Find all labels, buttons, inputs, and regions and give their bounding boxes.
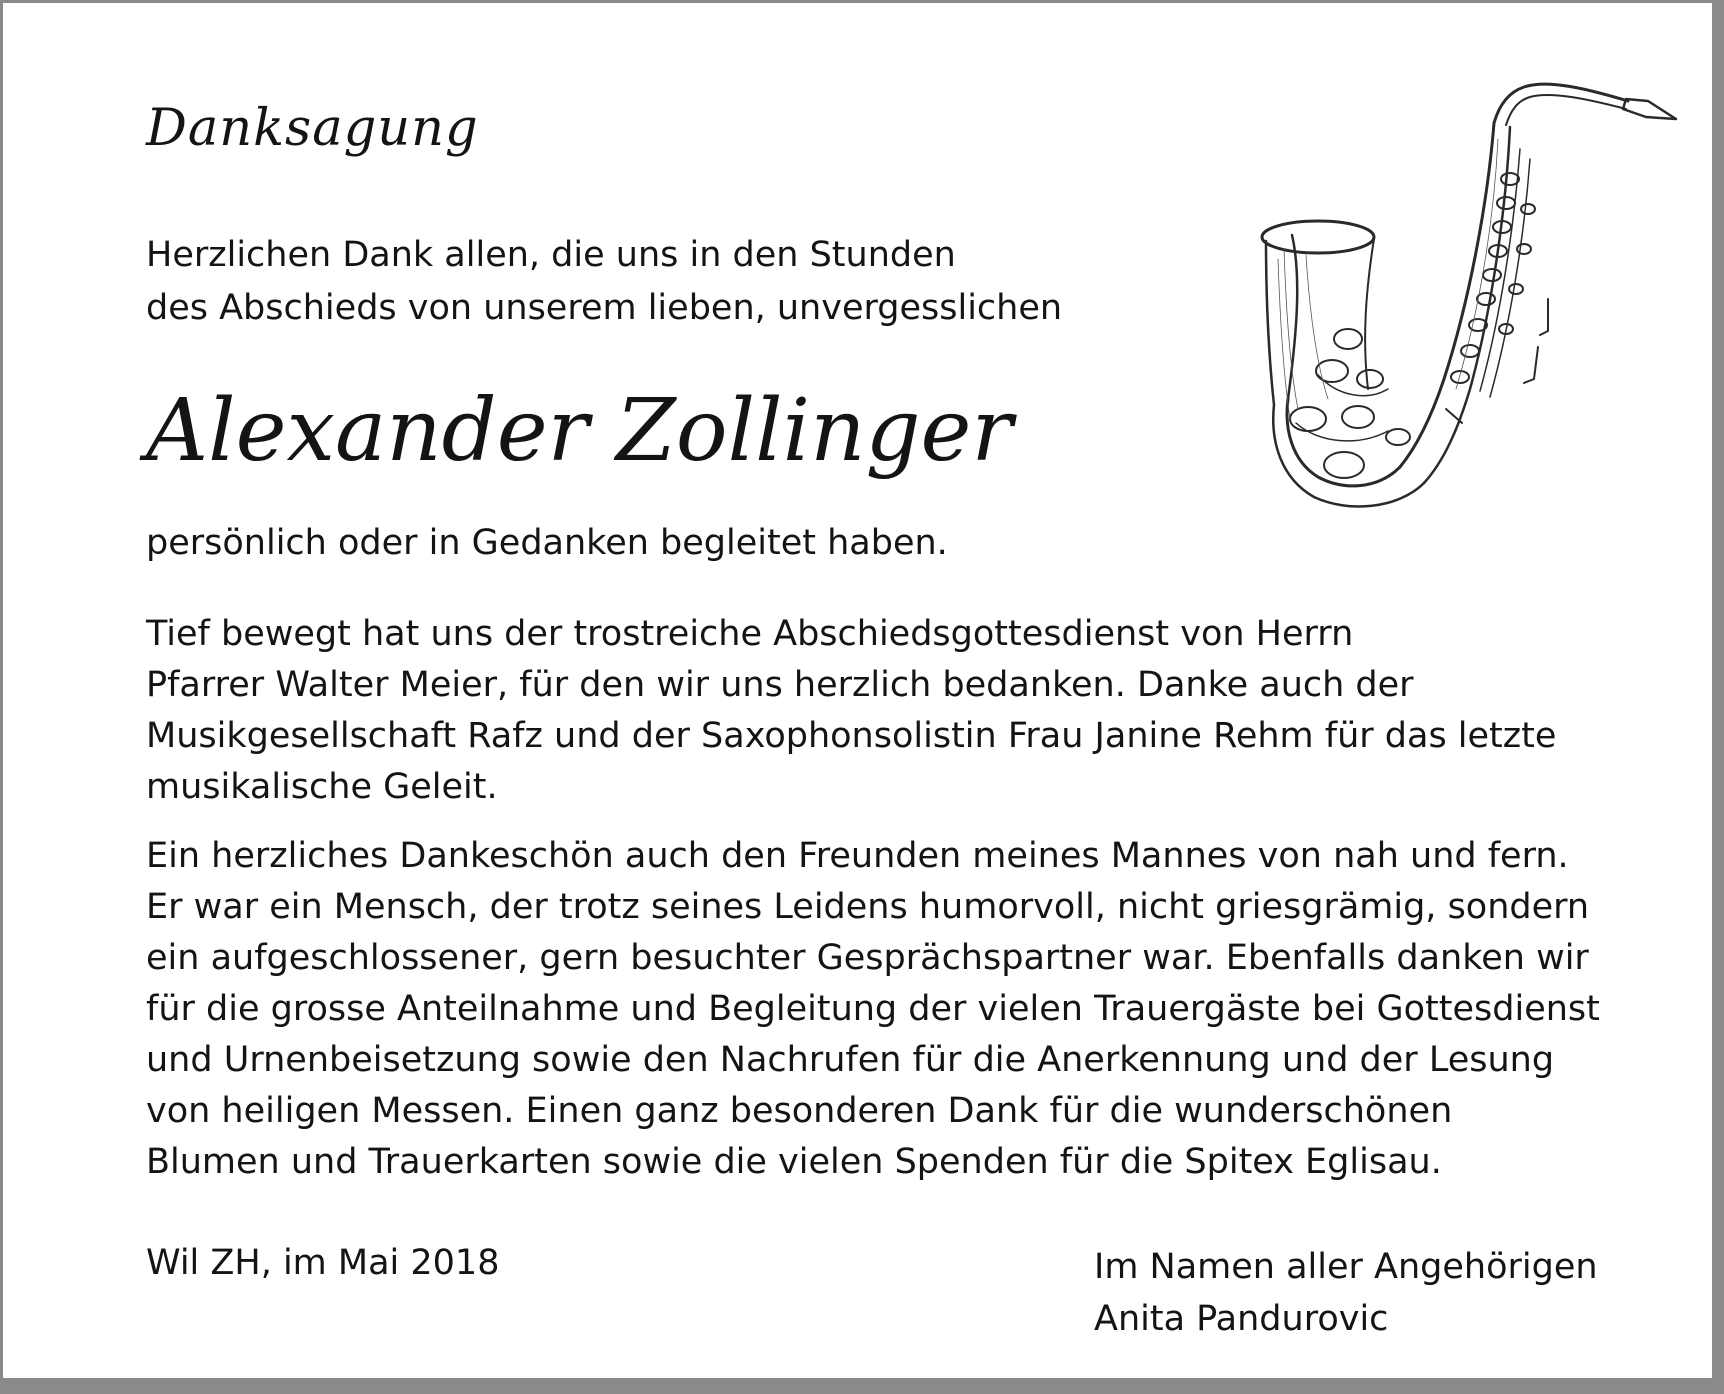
paragraph-line: Musikgesellschaft Rafz und der Saxophonsolistin Frau Janine Rehm für das letzte xyxy=(146,716,1557,756)
saxophone-icon xyxy=(1248,79,1688,519)
paragraph-line: und Urnenbeisetzung sowie den Nachrufen für die Anerkennung und der Lesung xyxy=(146,1040,1555,1080)
paragraph-line: musikalische Geleit. xyxy=(146,767,498,807)
paragraph-line: Blumen und Trauerkarten sowie die vielen Spenden für die Spitex Eglisau. xyxy=(146,1142,1442,1182)
paragraph-line: von heiligen Messen. Einen ganz besonderen Dank für die wunderschönen xyxy=(146,1091,1453,1131)
notice-heading: Danksagung xyxy=(146,99,479,158)
place-and-date: Wil ZH, im Mai 2018 xyxy=(146,1243,500,1283)
deceased-name: Alexander Zollinger xyxy=(146,381,1013,481)
signature-line: Anita Pandurovic xyxy=(1094,1299,1389,1339)
intro-line: Herzlichen Dank allen, die uns in den Stunden xyxy=(146,235,956,275)
intro-line: des Abschieds von unserem lieben, unvergesslichen xyxy=(146,288,1063,328)
paragraph-line: Tief bewegt hat uns der trostreiche Abschiedsgottesdienst von Herrn xyxy=(146,614,1354,654)
paragraph-line: Er war ein Mensch, der trotz seines Leidens humorvoll, nicht griesgrämig, sondern xyxy=(146,887,1590,927)
paragraph-line: für die grosse Anteilnahme und Begleitung der vielen Trauergäste bei Gottesdienst xyxy=(146,989,1600,1029)
after-name-text: persönlich oder in Gedanken begleitet haben. xyxy=(146,523,948,563)
signature-line: Im Namen aller Angehörigen xyxy=(1094,1247,1598,1287)
intro-text xyxy=(146,229,1062,335)
signature-block xyxy=(1094,1241,1598,1345)
paragraph-friends xyxy=(146,831,1600,1188)
paragraph-line: Ein herzliches Dankeschön auch den Freunden meines Mannes von nah und fern. xyxy=(146,836,1569,876)
paragraph-line: ein aufgeschlossener, gern besuchter Gesprächspartner war. Ebenfalls danken wir xyxy=(146,938,1589,978)
paragraph-line: Pfarrer Walter Meier, für den wir uns herzlich bedanken. Danke auch der xyxy=(146,665,1414,705)
paragraph-service xyxy=(146,609,1556,813)
